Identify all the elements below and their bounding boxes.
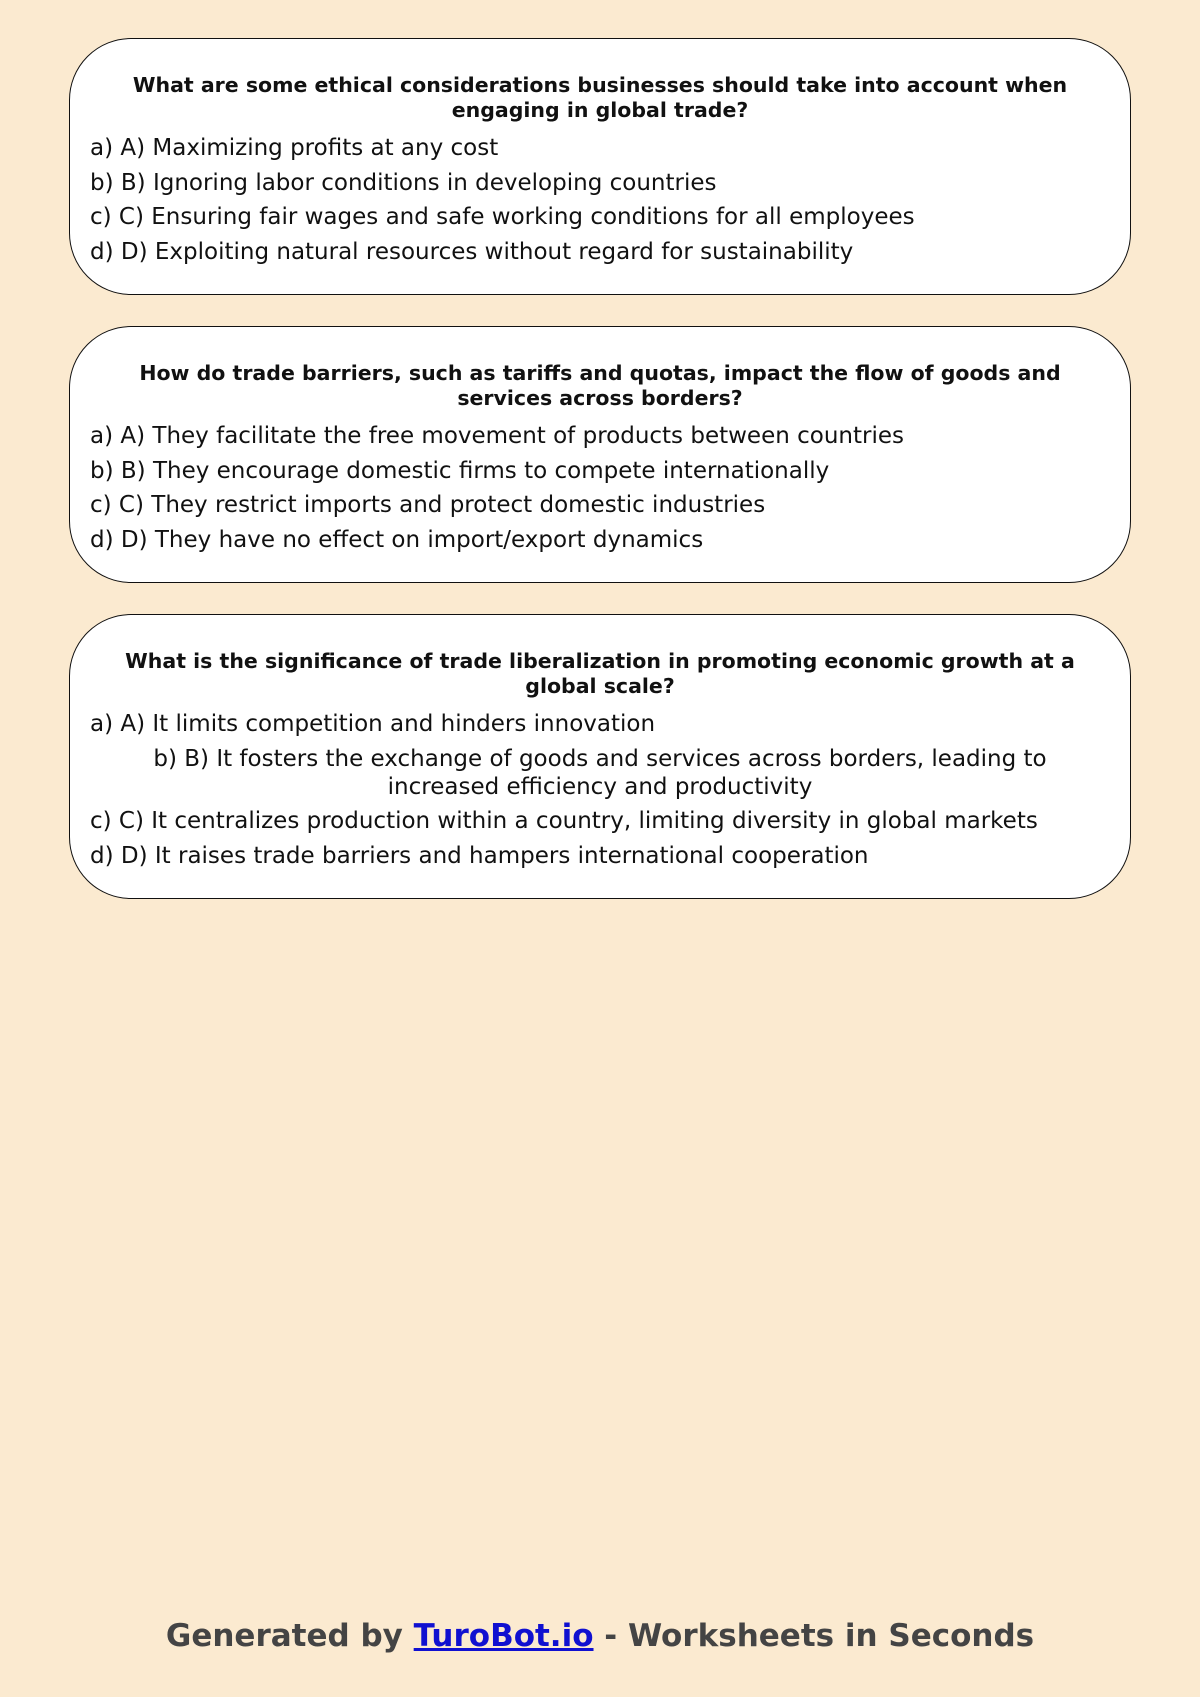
option-b: b) B) Ignoring labor conditions in developing countries	[90, 169, 717, 196]
question-text: What is the significance of trade liberalization in promoting economic growth at a global scale?	[125, 649, 1075, 698]
option-d: d) D) It raises trade barriers and hampers international cooperation	[90, 842, 869, 869]
option-a: a) A) Maximizing profits at any cost	[90, 135, 499, 161]
question-card-2	[69, 326, 1131, 583]
options-list	[90, 134, 1110, 266]
footer	[0, 1618, 1200, 1654]
option-d: d) D) Exploiting natural resources without regard for sustainability	[90, 238, 854, 265]
question-card-1	[69, 38, 1131, 295]
option-a: a) A) It limits competition and hinders innovation	[90, 711, 656, 737]
option-d: d) D) They have no effect on import/export dynamics	[90, 526, 704, 553]
question-card-3	[69, 614, 1131, 899]
footer-prefix: Generated by	[165, 1618, 414, 1654]
turobot-link[interactable]: TuroBot.io	[413, 1618, 594, 1654]
option-c: c) C) It centralizes production within a country, limiting diversity in global markets	[90, 808, 1038, 834]
footer-suffix: - Worksheets in Seconds	[593, 1618, 1035, 1654]
question-text: What are some ethical considerations businesses should take into account when engaging in global trade?	[132, 73, 1068, 122]
question-text: How do trade barriers, such as tariffs and quotas, impact the flow of goods and services across borders?	[139, 361, 1061, 410]
option-b: b) B) They encourage domestic firms to compete internationally	[90, 457, 830, 484]
option-c: c) C) Ensuring fair wages and safe working conditions for all employees	[90, 204, 915, 230]
options-list	[90, 422, 1110, 554]
option-c: c) C) They restrict imports and protect domestic industries	[90, 492, 766, 518]
options-list	[90, 710, 1110, 870]
option-b: b) B) It fosters the exchange of goods and services across borders, leading to increased efficiency and productivity	[153, 745, 1047, 800]
option-a: a) A) They facilitate the free movement of products between countries	[90, 423, 904, 449]
